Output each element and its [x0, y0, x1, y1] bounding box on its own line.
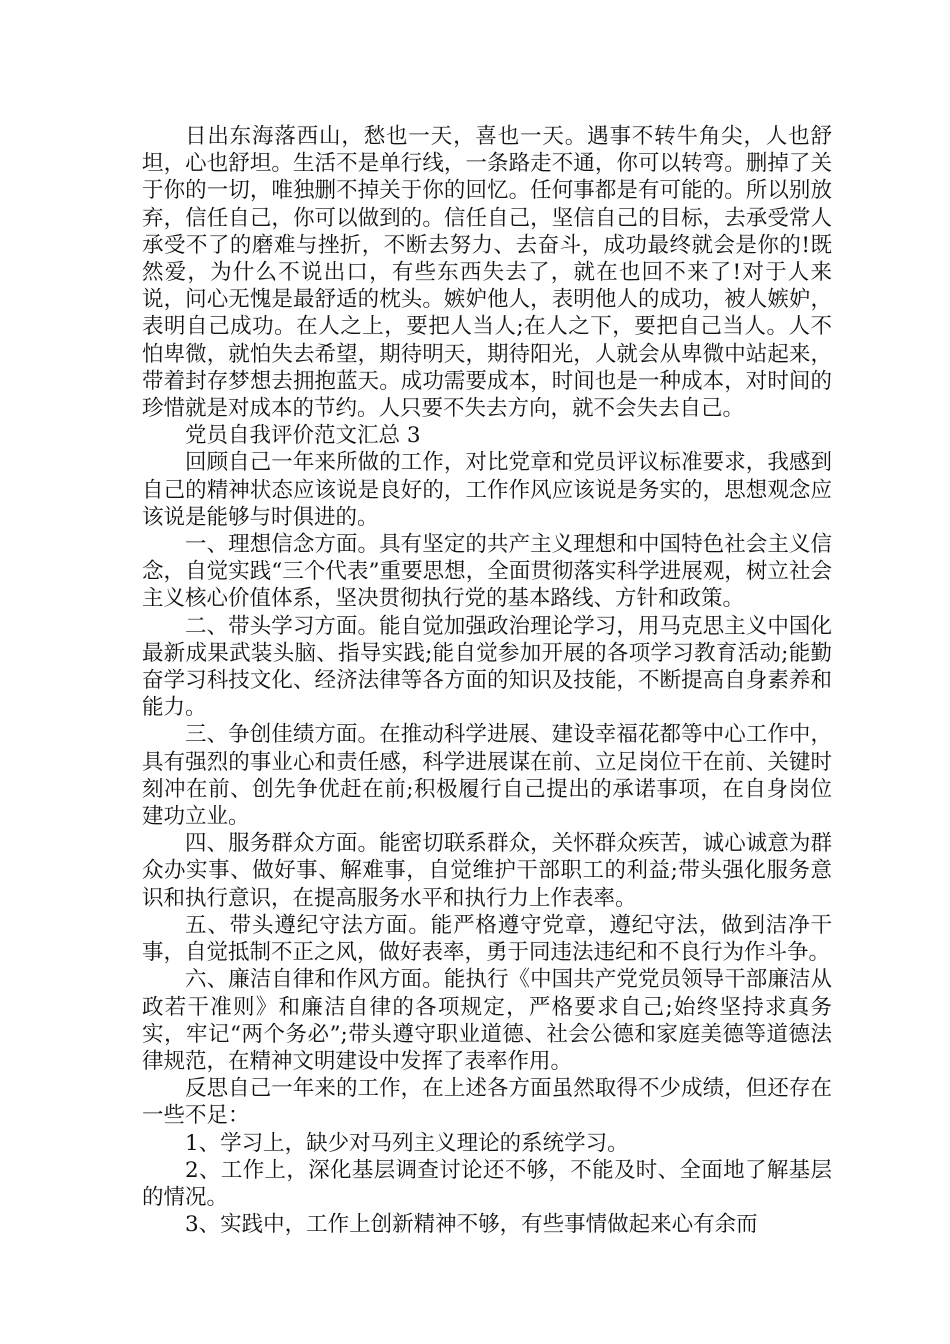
paragraph-item-3: 三、争创佳绩方面。在推动科学进展、建设幸福花都等中心工作中，具有强烈的事业心和责任感，科学进展谋在前、立足岗位干在前、关键时刻冲在前、创先争优赶在前;积极履行自己提出的承诺事项，在自身岗位建功立业。 [142, 722, 832, 830]
paragraph-item-4: 四、服务群众方面。能密切联系群众，关怀群众疾苦，诚心诚意为群众办实事、做好事、解难事，自觉维护干部职工的利益;带头强化服务意识和执行意识，在提高服务水平和执行力上作表率。 [142, 831, 832, 911]
list-item-shortcoming-1: 1、学习上，缺少对马列主义理论的系统学习。 [185, 1130, 629, 1156]
paragraph-item-1: 一、理想信念方面。具有坚定的共产主义理想和中国特色社会主义信念，自觉实践“三个代表”重要思想，全面贯彻落实科学进展观，树立社会主义核心价值体系，坚决贯彻执行党的基本路线、方针和政策。 [142, 532, 832, 612]
list-item-shortcoming-3: 3、实践中，工作上创新精神不够，有些事情做起来心有余而 [185, 1212, 758, 1238]
paragraph-item-2: 二、带头学习方面。能自觉加强政治理论学习，用马克思主义中国化最新成果武装头脑、指导实践;能自觉参加开展的各项学习教育活动;能勤奋学习科技文化、经济法律等各方面的知识及技能，不断提高自身素养和能力。 [142, 613, 832, 721]
section-title: 党员自我评价范文汇总 3 [185, 423, 421, 449]
document-page [142, 123, 832, 1238]
paragraph-reflection: 反思自己一年来的工作，在上述各方面虽然取得不少成绩，但还存在一些不足： [142, 1076, 832, 1129]
paragraph-item-6: 六、廉洁自律和作风方面。能执行《中国共产党党员领导干部廉洁从政若干准则》和廉洁自律的各项规定，严格要求自己;始终坚持求真务实，牢记“两个务必”;带头遵守职业道德、社会公德和家庭美德等道德法律规范，在精神文明建设中发挥了表率作用。 [142, 967, 832, 1074]
paragraph-item-5: 五、带头遵纪守法方面。能严格遵守党章，遵纪守法，做到洁净干事，自觉抵制不正之风，做好表率，勇于同违法违纪和不良行为作斗争。 [142, 912, 832, 966]
paragraph-review: 回顾自己一年来所做的工作，对比党章和党员评议标准要求，我感到自己的精神状态应该说是良好的，工作作风应该说是务实的，思想观念应该说是能够与时俱进的。 [142, 450, 832, 530]
list-item-shortcoming-2: 2、工作上，深化基层调查讨论还不够，不能及时、全面地了解基层的情况。 [142, 1157, 832, 1210]
paragraph-intro: 日出东海落西山，愁也一天，喜也一天。遇事不转牛角尖，人也舒坦，心也舒坦。生活不是单行线，一条路走不通，你可以转弯。删掉了关于你的一切，唯独删不掉关于你的回忆。任何事都是有可能的。所以别放弃，信任自己，你可以做到的。信任自己，坚信自己的目标，去承受常人承受不了的磨难与挫折，不断去努力、去奋斗，成功最终就会是你的!既然爱，为什么不说出口，有些东西失去了，就在也回不来了!对于人来说，问心无愧是最舒适的枕头。嫉妒他人，表明他人的成功，被人嫉妒，表明自己成功。在人之上，要把人当人;在人之下，要把自己当人。人不怕卑微，就怕失去希望，期待明天，期待阳光，人就会从卑微中站起来，带着封存梦想去拥抱蓝天。成功需要成本，时间也是一种成本，对时间的珍惜就是对成本的节约。人只要不失去方向，就不会失去自己。 [142, 124, 832, 422]
